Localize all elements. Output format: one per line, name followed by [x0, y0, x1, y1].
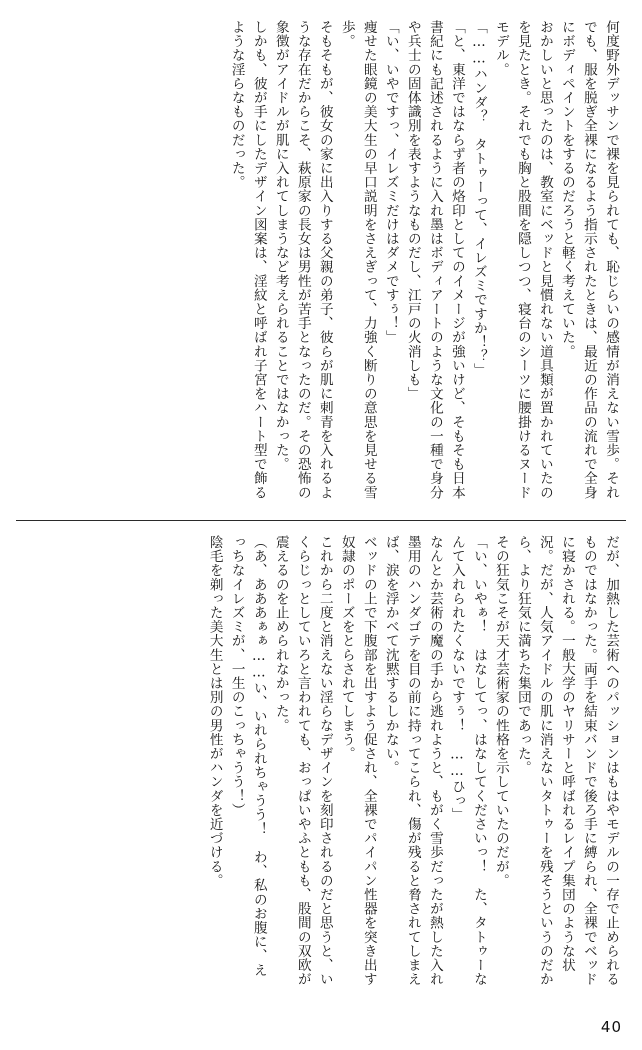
paragraph: しかも、彼が手にしたデザイン図案は、淫紋と呼ばれ子宮をハート型で飾るような淫らなものだった。: [228, 20, 267, 500]
paragraph: 「と、東洋ではならず者の烙印としてのイメージが強いけど、そもそも日本書紀にも記述されるように入れ墨はボディアートのような文化の一種で身分や兵士の固体識別を表すようなものだし、江戸の火消しも」: [404, 20, 465, 500]
paragraph: 陰毛を剃った美大生とは別の男性がハンダを近づける。: [206, 535, 223, 888]
paragraph: そもそもが、彼女の家に出入りする父親の弟子、彼らが肌に刺青を入れるような存在だからこそ、萩原家の長女は男性が苦手となったのだ。その恐怖の象徴がアイドルが肌に入れてしまうなど考えられることではなかった。: [272, 20, 333, 500]
top-text-block: [16, 14, 626, 514]
paragraph: 「い、いやぁ！ はなしてっ、はなしてくださいっ！ た、タトゥーなんて入れられたくないですぅ！ ……ひっ」: [448, 535, 487, 987]
paragraph: だが、加熱した芸術へのパッションはもはやモデルの一存で止められるものではなかった。両手を結束バンドで後ろ手に縛られ、全裸でベッドに寝かされる。一般大学のヤリサーと呼ばれるレイプ集団のような状況。だが、人気アイドルの肌に消えないタトゥーを残そうというのだから、より狂気に満ちた集団であった。: [514, 535, 619, 987]
paragraph: これから二度と消えない淫らなデザインを刻印されるのだと思うと、いくらじっとしていろと言われても、おっぱいやふともも、股間の双欧が震えるのを止められなかった。: [272, 535, 333, 987]
paragraph: 何度野外デッサンで裸を見られても、恥じらいの感情が消えない雪歩。それでも、服を脱ぎ全裸になるよう指示されたときは、最近の作品の流れで全身にボディペイントをするのだろうと軽く考えていた。: [558, 20, 619, 500]
paragraph: なんとか芸術の魔の手から逃れようと、もがく雪歩だったが熱した入れ墨用のハンダゴテを目の前に持ってこられ、傷が残ると脅されてしまえば、涙を浮かべて沈黙するしかない。: [382, 535, 443, 987]
paragraph: 「……ハンダ？ タトゥーって、イレズミですか！？」: [470, 20, 487, 378]
page-number: 40: [600, 1018, 622, 1036]
paragraph: （あ、あああぁぁ……い、いれられちゃうう！ わ、私のお腹に、えっちなイレズミが、一生のこっちゃうう！）: [228, 535, 267, 977]
section-divider: [16, 520, 626, 521]
paragraph: ベッドの上で下腹部を出すよう促され、全裸でパイパン性器を突き出す奴隷のポーズをとらされてしまう。: [338, 535, 377, 987]
bottom-text-block: [16, 529, 626, 989]
paragraph: 痩せた眼鏡の美大生の早口説明をさえぎって、力強く断りの意思を見せる雪歩。: [338, 20, 377, 500]
paragraph: その狂気こそが天才芸術家の性格を示していたのだが。: [492, 535, 509, 888]
paragraph: 「い、いやですっ、イレズミだけはダメですぅ！」: [382, 20, 399, 345]
paragraph: おかしいと思ったのは、教室にベッドと見慣れない道具類が置かれていたのを見たとき。それでも胸と股間を隠しつつ、寝台のシーツに腰掛けるヌードモデル。: [492, 20, 553, 500]
